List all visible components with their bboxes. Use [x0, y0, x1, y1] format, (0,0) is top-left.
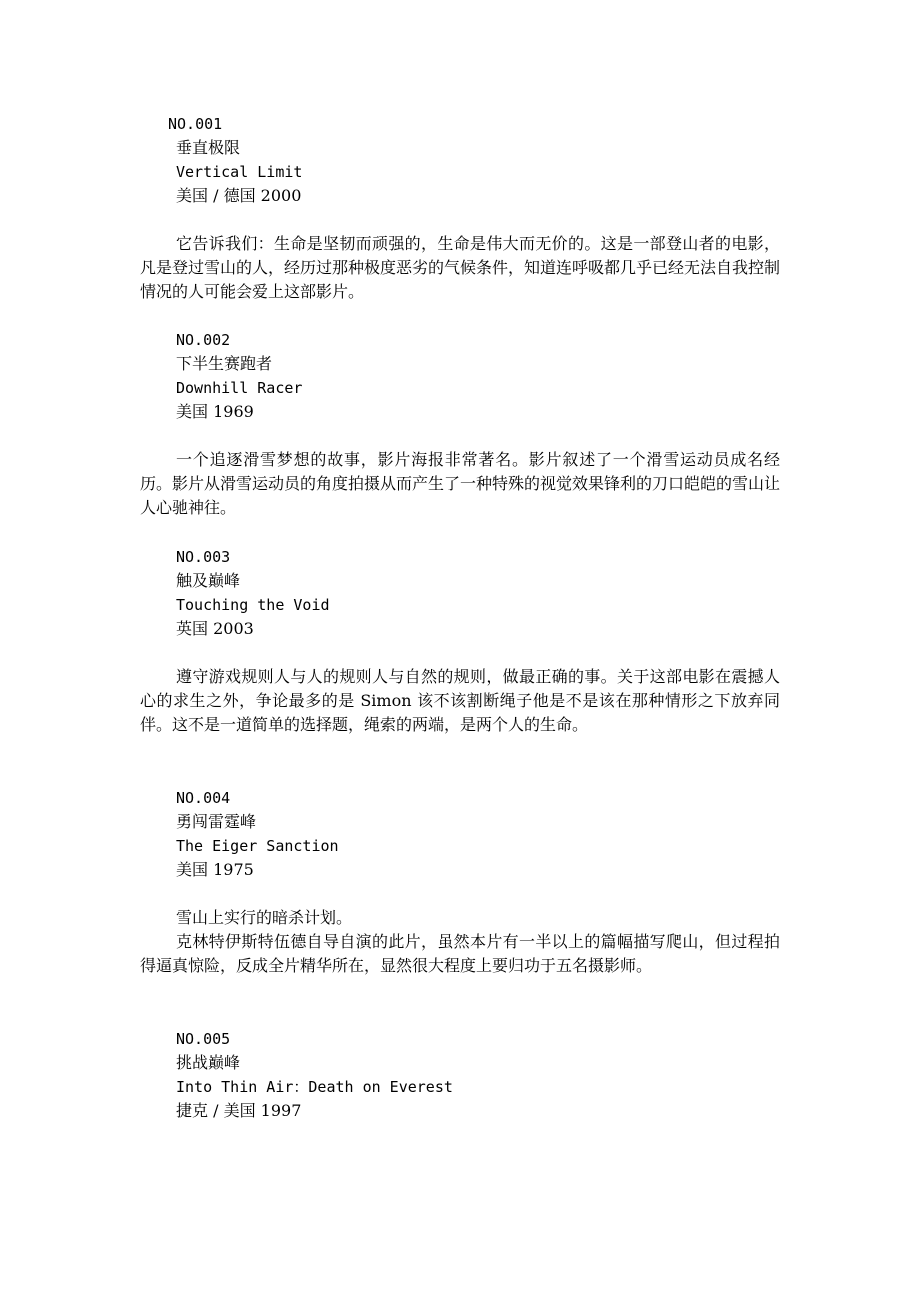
entry-number: NO.002: [176, 331, 231, 349]
description-intro: 雪山上实行的暗杀计划。: [176, 908, 353, 927]
entry-number: NO.001: [168, 115, 223, 133]
country-year: 美国 / 德国 2000: [176, 186, 302, 205]
country-year: 捷克 / 美国 1997: [176, 1101, 302, 1120]
movie-entry-3: [140, 545, 780, 737]
entry-number: NO.003: [176, 548, 231, 566]
title-chinese: 垂直极限: [176, 138, 241, 157]
description: 一个追逐滑雪梦想的故事，影片海报非常著名。影片叙述了一个滑雪运动员成名经历。影片从滑雪运动员的角度拍摄从而产生了一种特殊的视觉效果锋利的刀口皑皑的雪山让人心驰神往。: [140, 450, 781, 517]
title-chinese: 触及巅峰: [176, 571, 241, 590]
description: 遵守游戏规则人与人的规则人与自然的规则，做最正确的事。关于这部电影在震撼人心的求生之外，争论最多的是 Simon 该不该割断绳子他是不是该在那种情形之下放弃同伴。这不是一道简单的选择题，绳索的两端，是两个人的生命。: [140, 667, 780, 734]
entry-number: NO.004: [176, 789, 231, 807]
country-year: 美国 1975: [176, 860, 254, 879]
title-english: Downhill Racer: [176, 379, 303, 397]
country-year: 美国 1969: [176, 402, 254, 421]
title-chinese: 挑战巅峰: [176, 1053, 241, 1072]
country-year: 英国 2003: [176, 619, 254, 638]
title-english: Touching the Void: [176, 596, 330, 614]
title-english: Vertical Limit: [176, 163, 303, 181]
title-chinese: 勇闯雷霆峰: [176, 812, 257, 831]
description: 它告诉我们：生命是坚韧而顽强的，生命是伟大而无价的。这是一部登山者的电影，凡是登过雪山的人，经历过那种极度恶劣的气候条件，知道连呼吸都几乎已经无法自我控制情况的人可能会爱上这部影片。: [140, 234, 781, 301]
movie-entry-5: [140, 1027, 780, 1123]
description: 克林特伊斯特伍德自导自演的此片，虽然本片有一半以上的篇幅描写爬山，但过程拍得逼真惊险，反成全片精华所在，显然很大程度上要归功于五名摄影师。: [140, 932, 780, 975]
title-english: Into Thin Air：Death on Everest: [176, 1078, 453, 1096]
movie-entry-4: [140, 786, 780, 978]
entry-number: NO.005: [176, 1030, 231, 1048]
movie-entry-1: [140, 112, 780, 304]
title-english: The Eiger Sanction: [176, 837, 339, 855]
title-chinese: 下半生赛跑者: [176, 354, 273, 373]
movie-entry-2: [140, 328, 780, 520]
